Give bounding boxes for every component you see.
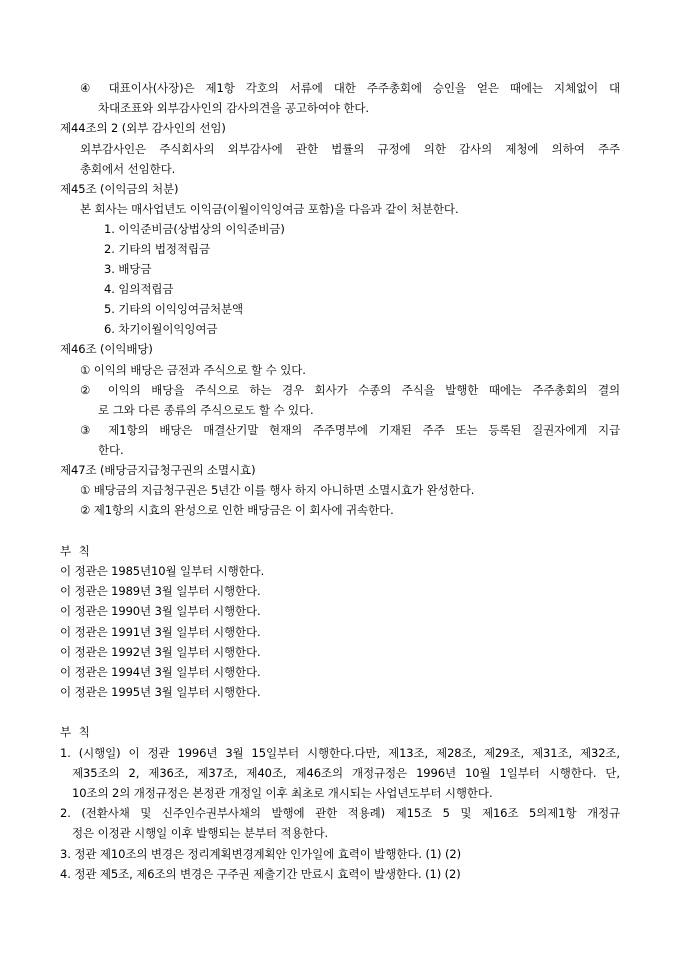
art46-para1: ① 이익의 배당은 금전과 주식으로 할 수 있다.	[80, 363, 306, 377]
addenda1-line-1995: 이 정관은 1995년 3월 일부터 시행한다.	[60, 685, 261, 699]
art47-title: 제47조 (배당금지급청구권의 소멸시효)	[60, 463, 256, 477]
addenda1-line-1994: 이 정관은 1994년 3월 일부터 시행한다.	[60, 665, 261, 679]
addenda2-item1-line2: 제35조의 2, 제36조, 제37조, 제40조, 제46조의 개정규정은 1996년 10월 1일부터 시행한다. 단,	[72, 766, 620, 780]
art46-para2-line2: 로 그와 다른 종류의 주식으로도 할 수 있다.	[98, 403, 314, 417]
art44-2-title: 제44조의 2 (외부 감사인의 선임)	[60, 121, 226, 135]
art47-para2: ② 제1항의 시효의 완성으로 인한 배당금은 이 회사에 귀속한다.	[80, 503, 394, 517]
addenda2-item1-line3: 10조의 2의 개정규정은 본정관 개정일 이후 최초로 개시되는 사업년도부터 시행한다.	[72, 786, 493, 800]
addenda1-line-1990: 이 정관은 1990년 3월 일부터 시행한다.	[60, 604, 261, 618]
art45-title: 제45조 (이익금의 처분)	[60, 182, 179, 196]
addenda1-line-1985: 이 정관은 1985년10월 일부터 시행한다.	[60, 564, 265, 578]
art45-item-5: 5. 기타의 이익잉여금처분액	[104, 302, 243, 316]
art44-2-body-line1: 외부감사인은 주식회사의 외부감사에 관한 법률의 규정에 의한 감사의 제청에 의하여 주주	[80, 142, 620, 156]
art45-item-4: 4. 임의적립금	[104, 282, 174, 296]
art46-para3-line1: ③ 제1항의 배당은 매결산기말 현재의 주주명부에 기재된 주주 또는 등록된 질권자에게 지급	[80, 423, 620, 437]
art44-para4-line2: 차대조표와 외부감사인의 감사의견을 공고하여야 한다.	[98, 101, 369, 115]
addenda1-line-1991: 이 정관은 1991년 3월 일부터 시행한다.	[60, 625, 261, 639]
addenda1-line-1989: 이 정관은 1989년 3월 일부터 시행한다.	[60, 584, 261, 598]
addenda2-item3: 3. 정관 제10조의 변경은 정리계획변경계획안 인가일에 효력이 발행한다. (1) (2)	[60, 847, 461, 861]
art44-2-body-line2: 총회에서 선임한다.	[80, 162, 176, 176]
addenda1-heading: 부 칙	[60, 544, 92, 558]
art46-para2-line1: ② 이익의 배당을 주식으로 하는 경우 회사가 수종의 주식을 발행한 때에는 주주총회의 결의	[80, 383, 620, 397]
art45-item-3: 3. 배당금	[104, 262, 152, 276]
addenda1-line-1992: 이 정관은 1992년 3월 일부터 시행한다.	[60, 645, 261, 659]
addenda2-item2-line2: 정은 이정관 시행일 이후 발행되는 분부터 적용한다.	[72, 826, 329, 840]
art44-para4-line1: ④ 대표이사(사장)은 제1항 각호의 서류에 대한 주주총회에 승인을 얻은 때에는 지체없이 대	[80, 81, 620, 95]
art47-para1: ① 배당금의 지급청구권은 5년간 이를 행사 하지 아니하면 소멸시효가 완성한다.	[80, 483, 475, 497]
art46-para3-line2: 한다.	[98, 443, 124, 457]
addenda2-heading: 부 칙	[60, 725, 92, 739]
art45-item-6: 6. 차기이월이익잉여금	[104, 322, 218, 336]
addenda2-item1-line1: 1. (시행일) 이 정관 1996년 3월 15일부터 시행한다.다만, 제13조, 제28조, 제29조, 제31조, 제32조,	[60, 746, 620, 760]
art45-item-2: 2. 기타의 법정적립금	[104, 242, 210, 256]
art46-title: 제46조 (이익배당)	[60, 342, 153, 356]
addenda2-item4: 4. 정관 제5조, 제6조의 변경은 구주권 제출기간 만료시 효력이 발생한다. (1) (2)	[60, 867, 461, 881]
addenda2-item2-line1: 2. (전환사채 및 신주인수권부사채의 발행에 관한 적용례) 제15조 5 및 제16조 5의제1항 개정규	[60, 806, 620, 820]
art45-intro: 본 회사는 매사업년도 이익금(이월이익잉여금 포함)을 다음과 같이 처분한다.	[80, 202, 459, 216]
art45-item-1: 1. 이익준비금(상법상의 이익준비금)	[104, 222, 285, 236]
